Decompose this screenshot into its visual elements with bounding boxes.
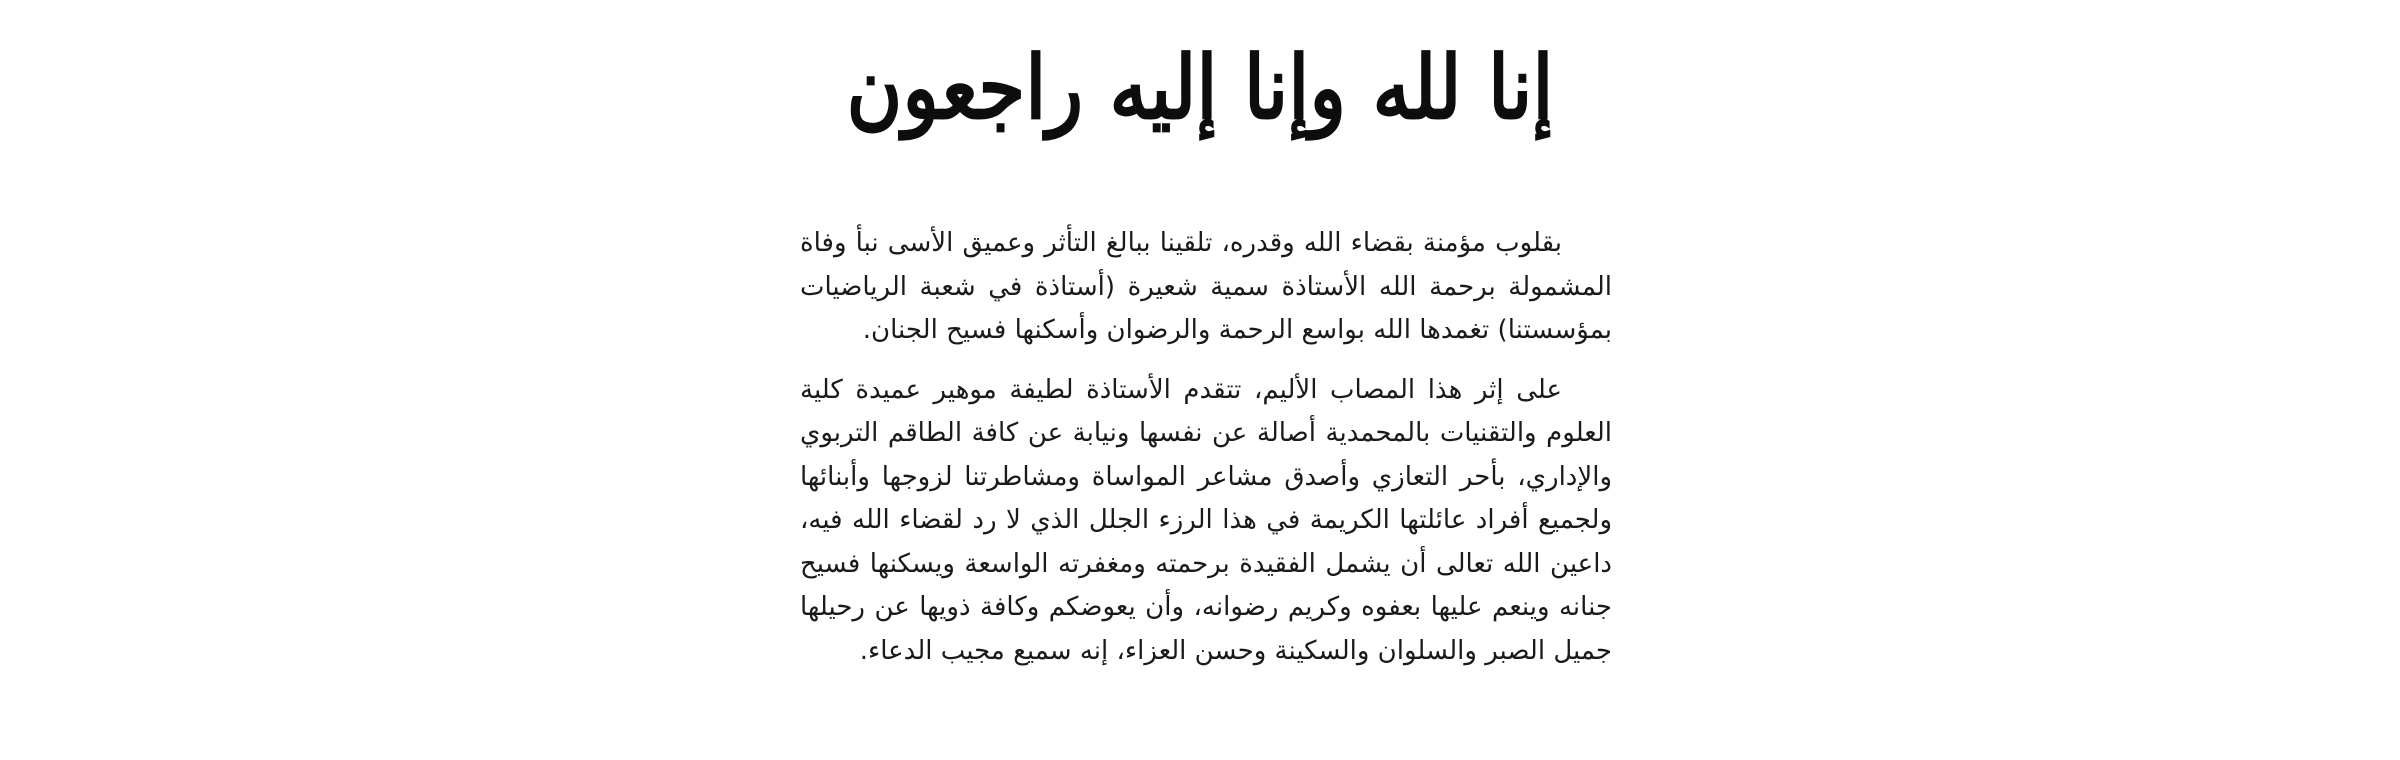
body-text: [800, 222, 1612, 673]
paragraph-announcement: بقلوب مؤمنة بقضاء الله وقدره، تلقينا ببالغ التأثر وعميق الأسى نبأ وفاة المشمولة برحمة الله الأستاذة سمية شعيرة (أستاذة في شعبة الرياضيات بمؤسستنا) تغمدها الله بواسع الرحمة والرضوان وأسكنها فسيح الجنان.: [800, 228, 1612, 345]
header-calligraphy-text: إنا لله وإنا إليه راجعون: [846, 36, 1554, 139]
header-calligraphy-block: [846, 18, 1554, 158]
paragraph-condolences: على إثر هذا المصاب الأليم، تتقدم الأستاذة لطيفة موهير عميدة كلية العلوم والتقنيات بالمحمدية أصالة عن نفسها ونيابة عن كافة الطاقم التربوي والإداري، بأحر التعازي وأصدق مشاعر المواساة ومشاطرتنا لزوجها وأبنائها ولجميع أفراد عائلتها الكريمة في هذا الرزء الجلل الذي لا رد لقضاء الله فيه، داعين الله تعالى أن يشمل الفقيدة برحمته ومغفرته الواسعة ويسكنها فسيح جنانه وينعم عليها بعفوه وكريم رضوانه، وأن يعوضكم وكافة ذويها عن رحيلها جميل الصبر والسلوان والسكينة وحسن العزاء، إنه سميع مجيب الدعاء.: [800, 374, 1612, 666]
